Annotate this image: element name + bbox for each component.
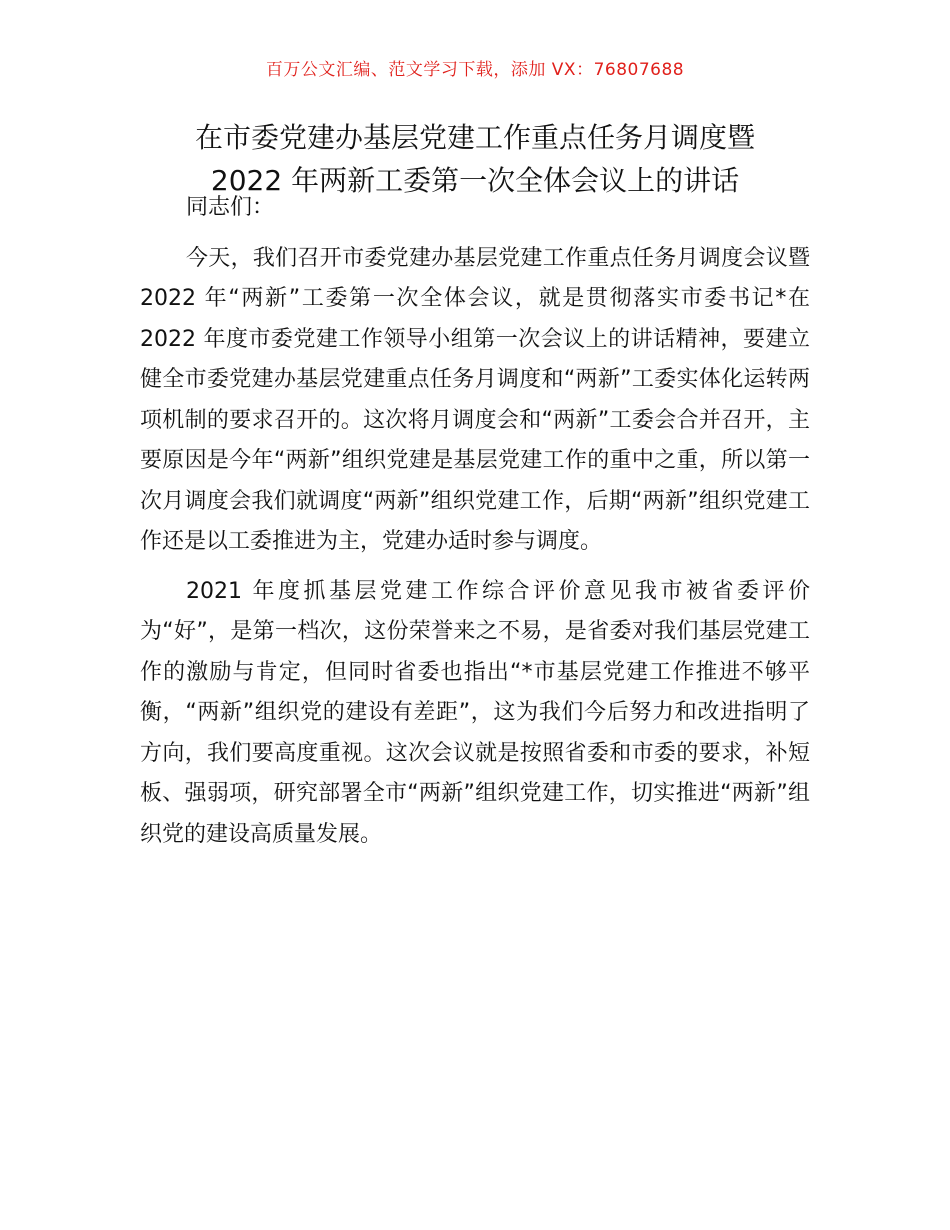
paragraph-1: 今天，我们召开市委党建办基层党建工作重点任务月调度会议暨 2022 年“两新”工委第一次全体会议，就是贯彻落实市委书记*在 2022 年度市委党建工作领导小组第一次会议上的讲话精神，要建立健全市委党建办基层党建重点任务月调度和“两新”工委实体化运转两项机制的要求召开的。这次将月调度会和“两新”工委会合并召开，主要原因是今年“两新”组织党建是基层党建工作的重中之重，所以第一次月调度会我们就调度“两新”组织党建工作，后期“两新”组织党建工作还是以工委推进为主，党建办适时参与调度。 — [140, 245, 810, 554]
title-line-2: 2022 年两新工委第一次全体会议上的讲话 — [210, 164, 740, 197]
watermark-header: 百万公文汇编、范文学习下载，添加 VX：76807688 — [265, 60, 685, 80]
title-line-1: 在市委党建办基层党建工作重点任务月调度暨 — [194, 121, 755, 154]
greeting: 同志们： — [186, 195, 275, 220]
paragraph-2: 2021 年度抓基层党建工作综合评价意见我市被省委评价为“好”，是第一档次，这份荣誉来之不易，是省委对我们基层党建工作的激励与肯定，但同时省委也指出“*市基层党建工作推进不够平衡，“两新”组织党的建设有差距”，这为我们今后努力和改进指明了方向，我们要高度重视。这次会议就是按照省委和市委的要求，补短板、强弱项，研究部署全市“两新”组织党建工作，切实推进“两新”组织党的建设高质量发展。 — [140, 578, 810, 847]
document-body — [140, 188, 810, 864]
